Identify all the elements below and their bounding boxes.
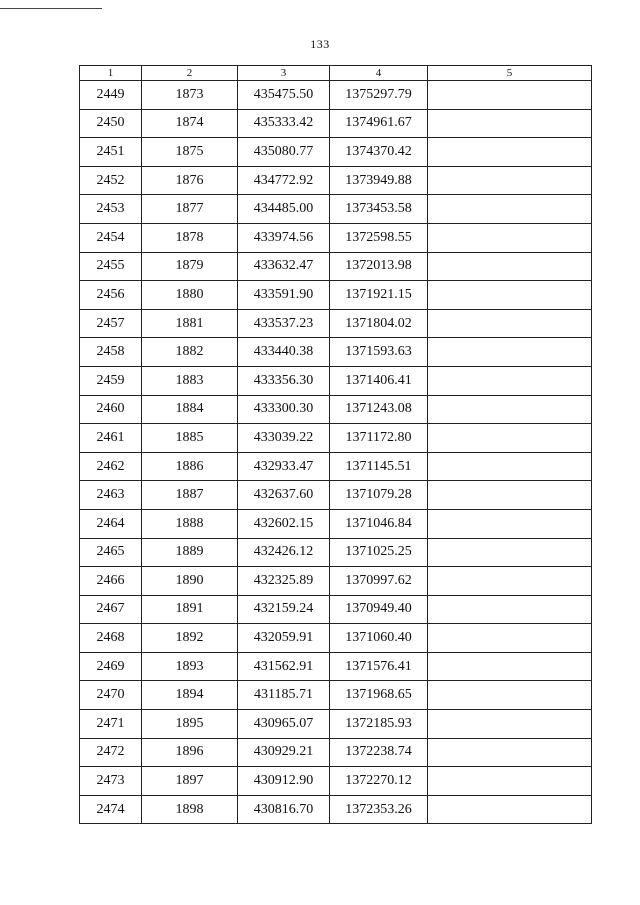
table-row xyxy=(80,452,592,481)
cell-point-index: 1876 xyxy=(142,166,238,195)
cell-y-coordinate: 1371025.25 xyxy=(330,538,428,567)
column-header-1: 1 xyxy=(80,66,142,81)
cell-point-index: 1896 xyxy=(142,738,238,767)
cell-y-coordinate: 1371968.65 xyxy=(330,681,428,710)
cell-point-number: 2455 xyxy=(80,252,142,281)
cell-note xyxy=(428,109,592,138)
table-row xyxy=(80,395,592,424)
cell-note xyxy=(428,710,592,739)
cell-note xyxy=(428,509,592,538)
table-row xyxy=(80,338,592,367)
cell-point-index: 1897 xyxy=(142,767,238,796)
table-row xyxy=(80,481,592,510)
cell-point-index: 1882 xyxy=(142,338,238,367)
coordinates-table xyxy=(79,65,592,824)
cell-note xyxy=(428,252,592,281)
cell-y-coordinate: 1372013.98 xyxy=(330,252,428,281)
table-row xyxy=(80,795,592,824)
cell-point-index: 1873 xyxy=(142,81,238,110)
cell-x-coordinate: 432426.12 xyxy=(238,538,330,567)
cell-note xyxy=(428,681,592,710)
cell-y-coordinate: 1371243.08 xyxy=(330,395,428,424)
cell-point-index: 1890 xyxy=(142,567,238,596)
cell-x-coordinate: 434772.92 xyxy=(238,166,330,195)
table-row xyxy=(80,652,592,681)
table-row xyxy=(80,366,592,395)
cell-point-index: 1895 xyxy=(142,710,238,739)
cell-y-coordinate: 1374370.42 xyxy=(330,138,428,167)
table-row xyxy=(80,509,592,538)
cell-x-coordinate: 432602.15 xyxy=(238,509,330,538)
cell-point-number: 2463 xyxy=(80,481,142,510)
table-header xyxy=(80,66,592,81)
cell-note xyxy=(428,395,592,424)
cell-point-index: 1874 xyxy=(142,109,238,138)
cell-x-coordinate: 432059.91 xyxy=(238,624,330,653)
cell-point-index: 1893 xyxy=(142,652,238,681)
cell-y-coordinate: 1371079.28 xyxy=(330,481,428,510)
cell-point-index: 1886 xyxy=(142,452,238,481)
cell-x-coordinate: 431185.71 xyxy=(238,681,330,710)
cell-point-number: 2469 xyxy=(80,652,142,681)
cell-note xyxy=(428,795,592,824)
column-header-4: 4 xyxy=(330,66,428,81)
cell-x-coordinate: 433632.47 xyxy=(238,252,330,281)
cell-y-coordinate: 1371406.41 xyxy=(330,366,428,395)
cell-point-index: 1888 xyxy=(142,509,238,538)
cell-x-coordinate: 433591.90 xyxy=(238,281,330,310)
cell-note xyxy=(428,567,592,596)
table-row xyxy=(80,223,592,252)
cell-point-number: 2473 xyxy=(80,767,142,796)
page-number: 133 xyxy=(310,37,330,51)
cell-point-number: 2461 xyxy=(80,424,142,453)
cell-x-coordinate: 430912.90 xyxy=(238,767,330,796)
cell-point-index: 1878 xyxy=(142,223,238,252)
cell-y-coordinate: 1371172.80 xyxy=(330,424,428,453)
cell-x-coordinate: 433537.23 xyxy=(238,309,330,338)
scan-edge-mark xyxy=(0,8,102,9)
cell-note xyxy=(428,281,592,310)
cell-y-coordinate: 1373453.58 xyxy=(330,195,428,224)
cell-point-number: 2474 xyxy=(80,795,142,824)
cell-point-number: 2470 xyxy=(80,681,142,710)
cell-y-coordinate: 1375297.79 xyxy=(330,81,428,110)
cell-x-coordinate: 435475.50 xyxy=(238,81,330,110)
table-row xyxy=(80,538,592,567)
cell-x-coordinate: 433974.56 xyxy=(238,223,330,252)
cell-point-number: 2472 xyxy=(80,738,142,767)
cell-point-number: 2456 xyxy=(80,281,142,310)
cell-point-number: 2458 xyxy=(80,338,142,367)
cell-x-coordinate: 430965.07 xyxy=(238,710,330,739)
cell-y-coordinate: 1372353.26 xyxy=(330,795,428,824)
cell-point-index: 1885 xyxy=(142,424,238,453)
table-row xyxy=(80,738,592,767)
header-row xyxy=(80,66,592,81)
cell-point-number: 2453 xyxy=(80,195,142,224)
cell-note xyxy=(428,195,592,224)
cell-note xyxy=(428,309,592,338)
cell-x-coordinate: 433356.30 xyxy=(238,366,330,395)
cell-y-coordinate: 1371576.41 xyxy=(330,652,428,681)
cell-x-coordinate: 432325.89 xyxy=(238,567,330,596)
table-row xyxy=(80,281,592,310)
cell-x-coordinate: 434485.00 xyxy=(238,195,330,224)
cell-point-index: 1877 xyxy=(142,195,238,224)
table-row xyxy=(80,424,592,453)
table-row xyxy=(80,109,592,138)
cell-y-coordinate: 1372185.93 xyxy=(330,710,428,739)
cell-point-index: 1881 xyxy=(142,309,238,338)
cell-note xyxy=(428,223,592,252)
cell-y-coordinate: 1371060.40 xyxy=(330,624,428,653)
cell-point-index: 1891 xyxy=(142,595,238,624)
cell-y-coordinate: 1371145.51 xyxy=(330,452,428,481)
cell-point-number: 2457 xyxy=(80,309,142,338)
cell-point-number: 2467 xyxy=(80,595,142,624)
cell-point-number: 2464 xyxy=(80,509,142,538)
column-header-3: 3 xyxy=(238,66,330,81)
cell-x-coordinate: 430816.70 xyxy=(238,795,330,824)
table-row xyxy=(80,252,592,281)
cell-note xyxy=(428,81,592,110)
cell-note xyxy=(428,595,592,624)
cell-note xyxy=(428,538,592,567)
cell-point-index: 1884 xyxy=(142,395,238,424)
cell-point-number: 2466 xyxy=(80,567,142,596)
cell-y-coordinate: 1370997.62 xyxy=(330,567,428,596)
table-row xyxy=(80,767,592,796)
cell-note xyxy=(428,338,592,367)
cell-note xyxy=(428,652,592,681)
cell-y-coordinate: 1370949.40 xyxy=(330,595,428,624)
cell-note xyxy=(428,624,592,653)
cell-point-number: 2462 xyxy=(80,452,142,481)
cell-note xyxy=(428,166,592,195)
cell-point-number: 2460 xyxy=(80,395,142,424)
cell-y-coordinate: 1372238.74 xyxy=(330,738,428,767)
cell-x-coordinate: 433440.38 xyxy=(238,338,330,367)
cell-point-number: 2465 xyxy=(80,538,142,567)
table-row xyxy=(80,624,592,653)
cell-note xyxy=(428,481,592,510)
cell-y-coordinate: 1371921.15 xyxy=(330,281,428,310)
cell-point-index: 1880 xyxy=(142,281,238,310)
table-row xyxy=(80,567,592,596)
table-body xyxy=(80,81,592,824)
cell-y-coordinate: 1373949.88 xyxy=(330,166,428,195)
cell-point-number: 2454 xyxy=(80,223,142,252)
cell-note xyxy=(428,138,592,167)
table-row xyxy=(80,681,592,710)
table-row xyxy=(80,138,592,167)
cell-point-index: 1894 xyxy=(142,681,238,710)
cell-point-number: 2459 xyxy=(80,366,142,395)
table-row xyxy=(80,166,592,195)
cell-point-index: 1875 xyxy=(142,138,238,167)
cell-x-coordinate: 431562.91 xyxy=(238,652,330,681)
cell-point-number: 2471 xyxy=(80,710,142,739)
cell-x-coordinate: 435080.77 xyxy=(238,138,330,167)
cell-x-coordinate: 433300.30 xyxy=(238,395,330,424)
cell-y-coordinate: 1371804.02 xyxy=(330,309,428,338)
cell-x-coordinate: 430929.21 xyxy=(238,738,330,767)
cell-point-number: 2468 xyxy=(80,624,142,653)
cell-x-coordinate: 432637.60 xyxy=(238,481,330,510)
table-row xyxy=(80,81,592,110)
table-row xyxy=(80,595,592,624)
cell-note xyxy=(428,424,592,453)
cell-note xyxy=(428,452,592,481)
column-header-2: 2 xyxy=(142,66,238,81)
cell-y-coordinate: 1371046.84 xyxy=(330,509,428,538)
cell-x-coordinate: 432933.47 xyxy=(238,452,330,481)
cell-y-coordinate: 1371593.63 xyxy=(330,338,428,367)
table-row xyxy=(80,309,592,338)
cell-point-index: 1887 xyxy=(142,481,238,510)
cell-point-index: 1889 xyxy=(142,538,238,567)
table-row xyxy=(80,710,592,739)
cell-x-coordinate: 435333.42 xyxy=(238,109,330,138)
cell-note xyxy=(428,738,592,767)
cell-x-coordinate: 433039.22 xyxy=(238,424,330,453)
cell-point-index: 1879 xyxy=(142,252,238,281)
cell-x-coordinate: 432159.24 xyxy=(238,595,330,624)
cell-point-number: 2449 xyxy=(80,81,142,110)
table-row xyxy=(80,195,592,224)
cell-note xyxy=(428,366,592,395)
cell-y-coordinate: 1372270.12 xyxy=(330,767,428,796)
column-header-5: 5 xyxy=(428,66,592,81)
cell-note xyxy=(428,767,592,796)
cell-point-index: 1892 xyxy=(142,624,238,653)
cell-point-number: 2450 xyxy=(80,109,142,138)
cell-point-number: 2452 xyxy=(80,166,142,195)
cell-point-number: 2451 xyxy=(80,138,142,167)
cell-y-coordinate: 1372598.55 xyxy=(330,223,428,252)
cell-y-coordinate: 1374961.67 xyxy=(330,109,428,138)
cell-point-index: 1883 xyxy=(142,366,238,395)
cell-point-index: 1898 xyxy=(142,795,238,824)
